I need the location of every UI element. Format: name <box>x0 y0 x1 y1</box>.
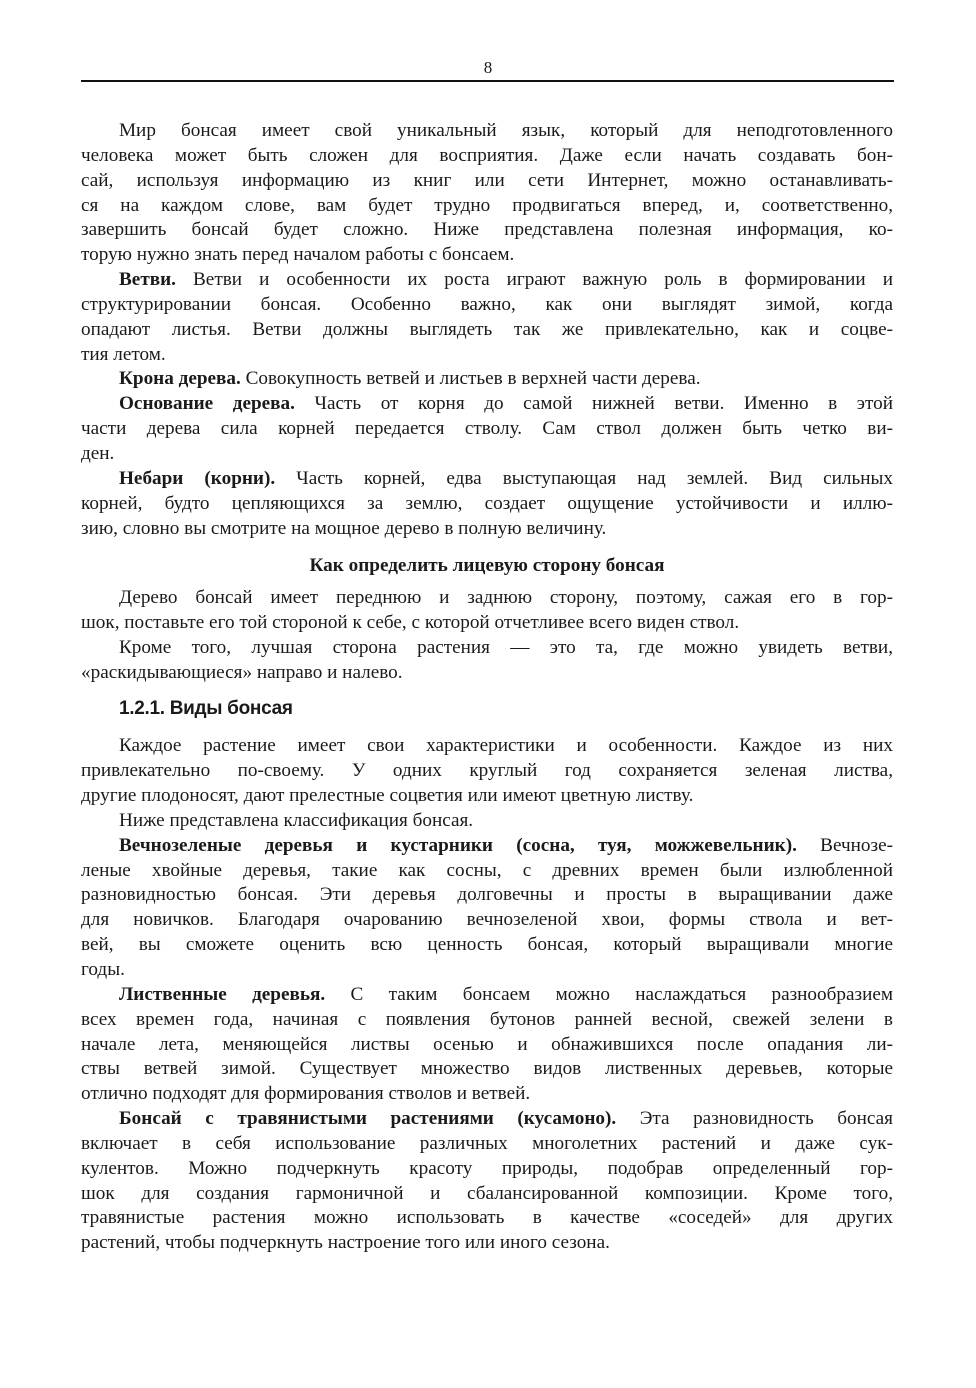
text-line <box>81 1206 893 1231</box>
paragraph <box>81 809 893 834</box>
paragraph <box>81 268 893 367</box>
header-rule <box>81 80 894 82</box>
text-line <box>81 1082 893 1107</box>
paragraph <box>81 734 893 809</box>
line-text: Дерево бонсай имеет переднюю и заднюю сторону, поэтому, сажая его в гор- <box>119 587 893 609</box>
text-line <box>81 1157 893 1182</box>
paragraph <box>81 392 893 467</box>
text-line <box>81 1132 893 1157</box>
term-lead: Вечнозеленые деревья и кустарники (сосна, туя, можжевельник). <box>119 834 797 856</box>
line-text: Совокупность ветвей и листьев в верхней части дерева. <box>240 368 701 390</box>
text-line <box>81 417 893 442</box>
paragraph <box>81 467 893 542</box>
line-text: вей, вы сможете оценить всю ценность бонсая, который выращивали многие <box>81 934 893 956</box>
line-text: Часть корней, едва выступающая над землей. Вид сильных <box>275 467 894 489</box>
line-text: леные хвойные деревья, такие как сосны, с древних времен были излюбленной <box>81 859 893 881</box>
text-line <box>81 144 893 169</box>
line-text: ден. <box>81 442 115 464</box>
text-line <box>81 883 893 908</box>
text-line <box>81 834 893 859</box>
text-line <box>81 958 893 983</box>
text-line <box>81 243 893 268</box>
line-text: шок, поставьте его той стороной к себе, с которой отчетливее всего виден ствол. <box>81 612 740 634</box>
line-text: привлекательно по-своему. У одних круглый год сохраняется зеленая листва, <box>81 760 893 782</box>
line-text: тия летом. <box>81 343 166 365</box>
line-text: Эта разновидность бонсая <box>616 1108 893 1130</box>
text-line <box>81 586 893 611</box>
text-line <box>81 661 893 686</box>
line-text: опадают листья. Ветви должны выглядеть так же привлекательно, как и соцве- <box>81 318 893 340</box>
text-line <box>81 1008 893 1033</box>
text-line <box>81 119 893 144</box>
text-line <box>81 859 893 884</box>
line-text: «раскидывающиеся» направо и налево. <box>81 661 403 683</box>
text-line <box>81 467 893 492</box>
line-text: шок для создания гармоничной и сбалансированной композиции. Кроме того, <box>81 1182 893 1204</box>
line-text: включает в себя использование различных многолетних растений и даже сук- <box>81 1132 893 1154</box>
text-line <box>81 1107 893 1132</box>
text-line <box>81 759 893 784</box>
text-line <box>81 392 893 417</box>
text-line <box>81 809 893 834</box>
line-text: торую нужно знать перед началом работы с бонсаем. <box>81 244 515 266</box>
line-text: отлично подходят для формирования стволов и ветвей. <box>81 1083 531 1105</box>
line-text: ствы ветвей зимой. Существует множество видов лиственных деревьев, которые <box>81 1058 893 1080</box>
line-text: Ниже представлена классификация бонсая. <box>119 809 474 831</box>
line-text: травянистые растения можно использовать в качестве «соседей» для других <box>81 1207 893 1229</box>
line-text: С таким бонсаем можно наслаждаться разнообразием <box>325 983 893 1005</box>
line-text: годы. <box>81 959 125 980</box>
line-text: всех времен года, начиная с появления бутонов ранней весной, свежей зелени в <box>81 1008 893 1030</box>
text-line <box>81 1231 893 1256</box>
line-text: разновидностью бонсая. Эти деревья долговечны и просты в выращивании даже <box>81 884 893 906</box>
line-text: Мир бонсая имеет свой уникальный язык, который для неподготовленного <box>119 120 893 141</box>
text-line <box>81 983 893 1008</box>
line-text: зию, словно вы смотрите на мощное дерево в полную величину. <box>81 517 607 539</box>
line-text: Вечнозе- <box>796 834 893 856</box>
line-text: начале лета, меняющейся листвы осенью и обнажившихся после опадания ли- <box>81 1033 893 1055</box>
text-line <box>81 343 893 368</box>
term-lead: Ветви. <box>119 269 176 291</box>
paragraph <box>81 1107 893 1256</box>
line-text: растений, чтобы подчеркнуть настроение того или иного сезона. <box>81 1232 610 1254</box>
text-line <box>81 194 893 219</box>
text-line <box>81 517 893 542</box>
text-line <box>81 611 893 636</box>
text-line <box>81 784 893 809</box>
page-number: 8 <box>483 58 493 77</box>
line-text: Каждое растение имеет свои характеристики и особенности. Каждое из них <box>119 735 893 757</box>
paragraph <box>81 834 893 983</box>
line-text: человека может быть сложен для восприятия. Даже если начать создавать бон- <box>81 144 893 166</box>
text-line <box>81 318 893 343</box>
term-lead: Основание дерева. <box>119 393 295 415</box>
paragraph <box>81 983 893 1107</box>
text-line <box>81 1182 893 1207</box>
text-line <box>81 169 893 194</box>
term-lead: Крона дерева. <box>119 368 241 390</box>
line-text: для новичков. Благодаря очарованию вечнозеленой хвои, формы ствола и вет- <box>81 909 893 931</box>
line-text: части дерева сила корней передается стволу. Сам ствол должен быть четко ви- <box>81 418 893 440</box>
subsection-heading: Как определить лицевую сторону бонсая <box>309 555 665 577</box>
section-heading: 1.2.1. Виды бонсая <box>119 697 293 719</box>
paragraph <box>81 636 893 686</box>
line-text: Часть от корня до самой нижней ветви. Именно в этой <box>294 393 894 415</box>
term-lead: Небари (корни). <box>119 467 276 489</box>
line-text: ся на каждом слове, вам будет трудно продвигаться вперед, и, соответственно, <box>81 194 893 216</box>
line-text: сай, используя информацию из книг или сети Интернет, можно останавливать- <box>81 169 893 191</box>
line-text: структурировании бонсая. Особенно важно, как они выглядят зимой, когда <box>81 293 893 315</box>
text-line <box>81 442 893 467</box>
line-text: кулентов. Можно подчеркнуть красоту природы, подобрав определенный гор- <box>81 1157 893 1179</box>
text-line <box>81 492 893 517</box>
line-text: Кроме того, лучшая сторона растения — это та, где можно увидеть ветви, <box>119 636 893 658</box>
text-line <box>81 908 893 933</box>
text-line <box>81 1033 893 1058</box>
paragraph <box>81 367 893 392</box>
line-text: завершить бонсай будет сложно. Ниже представлена полезная информация, ко- <box>81 219 893 241</box>
line-text: корней, будто цепляющихся за землю, создает ощущение устойчивости и иллю- <box>81 492 893 514</box>
text-line <box>81 218 893 243</box>
page-body <box>81 119 893 1256</box>
term-lead: Лиственные деревья. <box>119 983 326 1005</box>
term-lead: Бонсай с травянистыми растениями (кусамоно). <box>119 1108 617 1130</box>
text-line <box>81 268 893 293</box>
paragraph <box>81 586 893 636</box>
text-line <box>81 734 893 759</box>
text-line <box>81 933 893 958</box>
text-line <box>81 636 893 661</box>
line-text: другие плодоносят, дают прелестные соцветия или имеют цветную листву. <box>81 785 694 807</box>
paragraph <box>81 119 893 268</box>
text-line <box>81 367 893 392</box>
line-text: Ветви и особенности их роста играют важную роль в формировании и <box>175 269 893 291</box>
text-line <box>81 1057 893 1082</box>
text-line <box>81 293 893 318</box>
